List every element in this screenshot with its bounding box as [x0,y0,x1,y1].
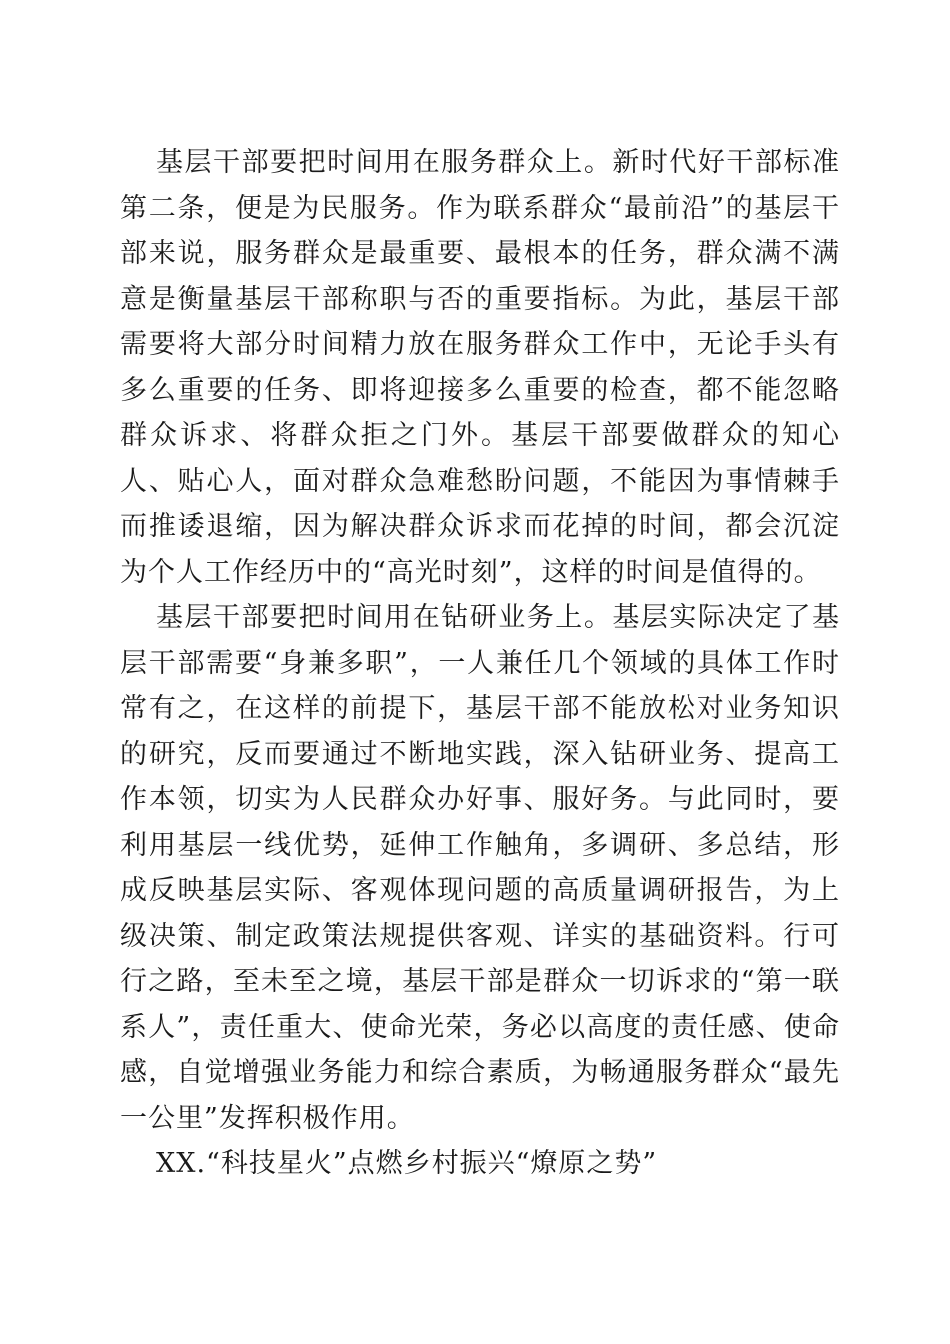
paragraph-serving-masses: 基层干部要把时间用在服务群众上。新时代好干部标准第二条，便是为民服务。作为联系群众“最前沿”的基层干部来说，服务群众是最重要、最根本的任务，群众满不满意是衡量基层干部称职与否的重要指标。为此，基层干部需要将大部分时间精力放在服务群众工作中，无论手头有多么重要的任务、即将迎接多么重要的检查，都不能忽略群众诉求、将群众拒之门外。基层干部要做群众的知心人、贴心人，面对群众急难愁盼问题，不能因为事情棘手而推诿退缩，因为解决群众诉求而花掉的时间，都会沉淀为个人工作经历中的“高光时刻”，这样的时间是值得的。 [120,147,840,588]
document-body [120,140,840,1187]
section-heading: XX.“科技星火”点燃乡村振兴“燎原之势” [156,1148,658,1179]
paragraph-studying-business: 基层干部要把时间用在钻研业务上。基层实际决定了基层干部需要“身兼多职”，一人兼任几个领域的具体工作时常有之，在这样的前提下，基层干部不能放松对业务知识的研究，反而要通过不断地实践，深入钻研业务、提高工作本领，切实为人民群众办好事、服好务。与此同时，要利用基层一线优势，延伸工作触角，多调研、多总结，形成反映基层实际、客观体现问题的高质量调研报告，为上级决策、制定政策法规提供客观、详实的基础资料。行可行之路，至未至之境，基层干部是群众一切诉求的“第一联系人”，责任重大、使命光荣，务必以高度的责任感、使命感，自觉增强业务能力和综合素质，为畅通服务群众“最先一公里”发挥积极作用。 [120,602,840,1134]
